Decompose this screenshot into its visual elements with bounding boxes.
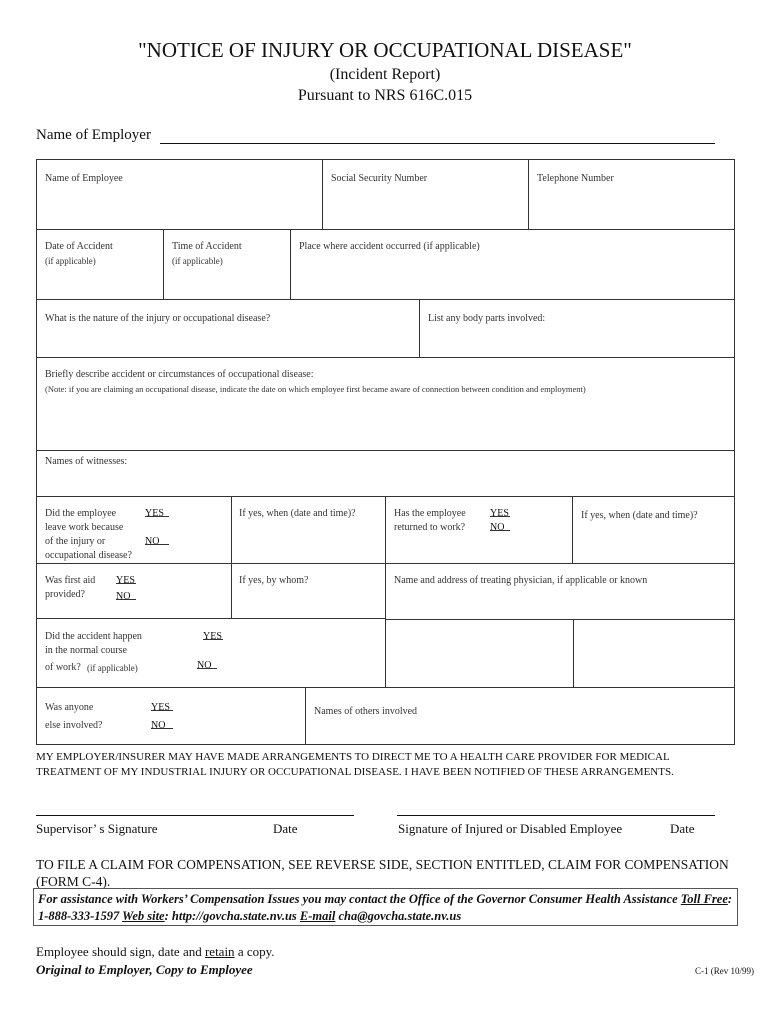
sign-instructions <box>36 944 275 960</box>
physician-divider-h <box>386 619 734 620</box>
injury-nature-label: What is the nature of the injury or occupational disease? <box>45 313 271 324</box>
normal-course-yes-blank[interactable] <box>203 630 223 640</box>
physician-field[interactable] <box>385 563 735 687</box>
first-aid-text-2: provided? <box>45 589 85 600</box>
website-label: Web site <box>122 909 165 923</box>
ssn-label: Social Security Number <box>331 173 428 184</box>
first-aid-no-label: NO <box>116 591 131 602</box>
form-subtitle: (Incident Report) <box>329 66 441 83</box>
accident-date-note: (if applicable) <box>45 256 96 266</box>
toll-free-label: Toll Free <box>680 892 728 906</box>
returned-work-text-2: returned to work? <box>394 522 466 533</box>
left-work-question <box>36 496 232 564</box>
telephone-label: Telephone Number <box>537 173 614 184</box>
file-claim-instructions: TO FILE A CLAIM FOR COMPENSATION, SEE REVERSE SIDE, SECTION ENTITLED, CLAIM FOR COMPENSATION (FORM C-4). <box>36 857 729 889</box>
first-aid-no-blank[interactable] <box>116 590 136 600</box>
email-label: E-mail <box>299 909 336 923</box>
employee-signature-label: Signature of Injured or Disabled Employee <box>398 821 623 836</box>
accident-time-label: Time of Accident <box>172 241 242 252</box>
left-work-text-1: Did the employee <box>45 508 117 519</box>
accident-date-label: Date of Accident <box>45 241 113 252</box>
employee-date-label: Date <box>670 821 695 836</box>
normal-course-yes-label: YES <box>203 631 222 642</box>
left-work-no-label: NO <box>145 536 160 547</box>
normal-course-text-3: of work? <box>45 662 81 673</box>
returned-work-no-blank[interactable] <box>490 521 510 531</box>
sign-text-post: a copy. <box>234 944 275 959</box>
returned-work-no-label: NO <box>490 522 505 533</box>
copy-distribution: Original to Employer, Copy to Employee <box>36 962 253 977</box>
others-involved-label: Names of others involved <box>314 706 418 717</box>
sign-text-retain: retain <box>204 944 235 959</box>
physician-divider <box>573 619 574 688</box>
sign-text-pre: Employee should sign, date and <box>36 944 205 959</box>
returned-work-when-field[interactable] <box>572 496 735 564</box>
returned-work-when-label: If yes, when (date and time)? <box>581 510 698 521</box>
website-link[interactable]: : http://govcha.state.nv.us <box>164 909 300 923</box>
accident-description-note: (Note: if you are claiming an occupational disease, indicate the date on which employee first became aware of connection between condition and employment) <box>45 384 586 394</box>
supervisor-date-label: Date <box>273 821 298 836</box>
left-work-yes-label: YES <box>145 508 164 519</box>
else-involved-no-label: NO <box>151 720 166 731</box>
telephone-field[interactable] <box>528 159 735 230</box>
else-involved-yes-label: YES <box>151 702 170 713</box>
left-work-text-4: occupational disease? <box>45 550 132 561</box>
first-aid-question <box>36 563 232 619</box>
else-involved-question <box>36 687 306 745</box>
first-aid-by-whom-label: If yes, by whom? <box>239 575 309 586</box>
else-involved-no-blank[interactable] <box>151 719 173 729</box>
returned-work-yes-blank[interactable] <box>490 507 510 517</box>
email-link[interactable]: cha@govcha.state.nv.us <box>335 909 462 923</box>
accident-time-field[interactable] <box>163 229 291 300</box>
normal-course-no-blank[interactable] <box>197 659 217 669</box>
form-title: "NOTICE OF INJURY OR OCCUPATIONAL DISEASE" <box>138 38 632 62</box>
left-work-yes-blank[interactable] <box>145 507 169 517</box>
body-parts-field[interactable] <box>419 299 735 358</box>
returned-work-question <box>385 496 573 564</box>
witnesses-label: Names of witnesses: <box>45 456 128 467</box>
arrangements-statement: MY EMPLOYER/INSURER MAY HAVE MADE ARRANGEMENTS TO DIRECT ME TO A HEALTH CARE PROVIDER FOR MEDICAL TREATMENT OF MY INDUSTRIAL INJURY OR OCCUPATIONAL DISEASE. I HAVE BEEN NOTIFIED OF THESE ARRANGEMENTS. <box>36 751 674 778</box>
physician-label: Name and address of treating physician, if applicable or known <box>394 575 648 586</box>
employee-name-label: Name of Employee <box>45 173 123 184</box>
accident-description-field[interactable] <box>36 357 735 451</box>
employer-name-field[interactable] <box>160 143 715 144</box>
supervisor-signature-line[interactable] <box>36 815 354 816</box>
else-involved-text-2: else involved? <box>45 720 103 731</box>
normal-course-question <box>36 618 386 688</box>
supervisor-signature-label: Supervisor’ s Signature <box>36 821 158 836</box>
form-id: C-1 (Rev 10/99) <box>695 966 754 976</box>
returned-work-yes-label: YES <box>490 508 509 519</box>
injury-nature-field[interactable] <box>36 299 420 358</box>
accident-description-label: Briefly describe accident or circumstances of occupational disease: <box>45 369 314 380</box>
normal-course-text-1: Did the accident happen <box>45 631 142 642</box>
first-aid-text-1: Was first aid <box>45 575 96 586</box>
else-involved-text-1: Was anyone <box>45 702 94 713</box>
body-parts-label: List any body parts involved: <box>428 313 546 324</box>
assistance-intro: For assistance with Workers’ Compensation Issues you may contact the Office of the Governor Consumer Health Assistance <box>38 892 681 906</box>
ssn-field[interactable] <box>322 159 529 230</box>
employee-name-field[interactable] <box>36 159 323 230</box>
employee-signature-line[interactable] <box>397 815 715 816</box>
left-work-text-2: leave work because <box>45 522 124 533</box>
first-aid-yes-label: YES <box>116 575 135 586</box>
witnesses-field[interactable] <box>36 450 735 497</box>
normal-course-note: (if applicable) <box>87 663 138 673</box>
else-involved-yes-blank[interactable] <box>151 701 173 711</box>
toll-free-number: : 1-888-333-1597 <box>38 892 733 923</box>
accident-place-field[interactable] <box>290 229 735 300</box>
normal-course-text-2: in the normal course <box>45 645 127 656</box>
others-involved-field[interactable] <box>305 687 735 745</box>
first-aid-by-whom-field[interactable] <box>231 563 386 619</box>
left-work-when-label: If yes, when (date and time)? <box>239 508 356 519</box>
accident-place-label: Place where accident occurred (if applicable) <box>299 241 480 252</box>
accident-time-note: (if applicable) <box>172 256 223 266</box>
left-work-text-3: of the injury or <box>45 536 106 547</box>
left-work-no-blank[interactable] <box>145 535 169 545</box>
assistance-box <box>33 888 738 926</box>
employer-label: Name of Employer <box>36 127 151 143</box>
first-aid-yes-blank[interactable] <box>116 574 136 584</box>
accident-date-field[interactable] <box>36 229 164 300</box>
left-work-when-field[interactable] <box>231 496 386 564</box>
normal-course-no-label: NO <box>197 660 212 671</box>
statute-reference: Pursuant to NRS 616C.015 <box>297 87 473 104</box>
returned-work-text-1: Has the employee <box>394 508 466 519</box>
